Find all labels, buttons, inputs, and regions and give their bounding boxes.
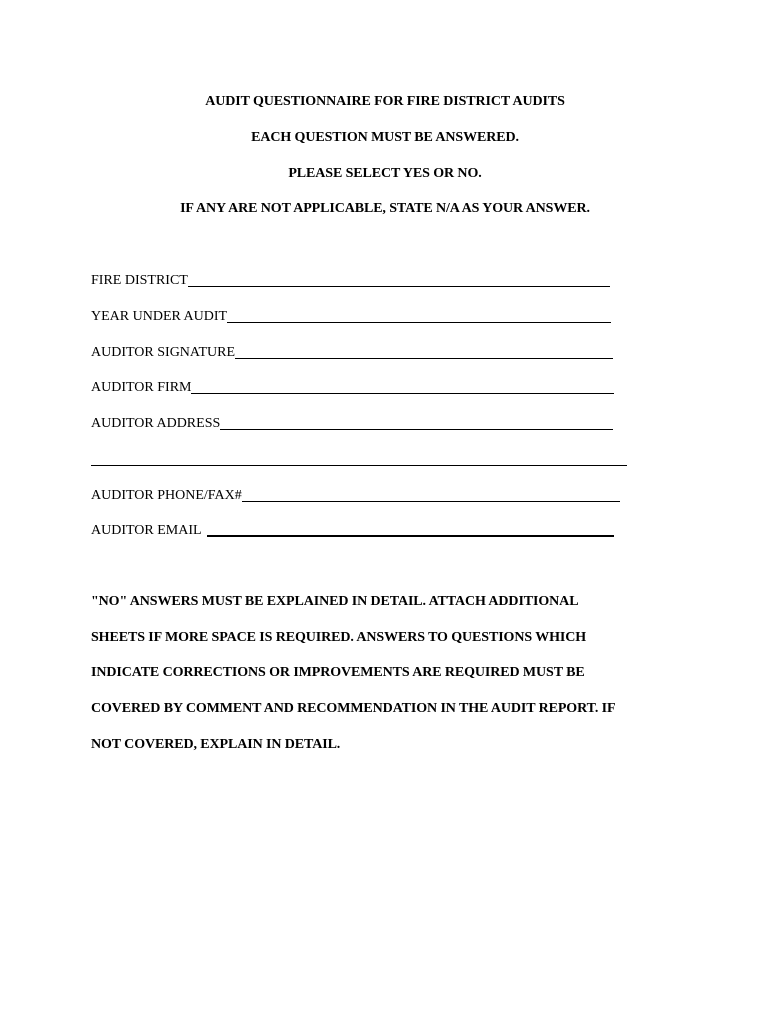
auditor-phone-fax-input-line[interactable] bbox=[242, 487, 620, 502]
auditor-firm-label: AUDITOR FIRM bbox=[91, 380, 192, 395]
auditor-firm-input-line[interactable] bbox=[191, 379, 614, 394]
auditor-address-label: AUDITOR ADDRESS bbox=[91, 416, 221, 431]
year-under-audit-field[interactable] bbox=[91, 306, 611, 326]
header-instruction-select: PLEASE SELECT YES OR NO. bbox=[288, 166, 482, 181]
instructions-line-5: NOT COVERED, EXPLAIN IN DETAIL. bbox=[91, 737, 341, 752]
auditor-email-label: AUDITOR EMAIL bbox=[91, 523, 202, 538]
instructions-line-4: COVERED BY COMMENT AND RECOMMENDATION IN THE AUDIT REPORT. IF bbox=[91, 701, 616, 716]
page-title: AUDIT QUESTIONNAIRE FOR FIRE DISTRICT AUDITS bbox=[205, 94, 565, 109]
auditor-address-input-line[interactable] bbox=[220, 415, 613, 430]
auditor-phone-fax-label: AUDITOR PHONE/FAX# bbox=[91, 488, 242, 503]
header-instruction-na: IF ANY ARE NOT APPLICABLE, STATE N/A AS YOUR ANSWER. bbox=[180, 201, 590, 216]
fire-district-label: FIRE DISTRICT bbox=[91, 273, 188, 288]
auditor-address-field[interactable] bbox=[91, 413, 613, 433]
auditor-signature-label: AUDITOR SIGNATURE bbox=[91, 345, 236, 360]
instructions-line-3: INDICATE CORRECTIONS OR IMPROVEMENTS ARE REQUIRED MUST BE bbox=[91, 665, 585, 680]
header-instruction-answer: EACH QUESTION MUST BE ANSWERED. bbox=[251, 130, 519, 145]
instructions-line-1: "NO" ANSWERS MUST BE EXPLAINED IN DETAIL. ATTACH ADDITIONAL bbox=[91, 594, 579, 609]
year-under-audit-label: YEAR UNDER AUDIT bbox=[91, 309, 228, 324]
auditor-address-continuation-line[interactable] bbox=[91, 465, 627, 466]
year-under-audit-input-line[interactable] bbox=[227, 308, 611, 323]
auditor-signature-field[interactable] bbox=[91, 342, 613, 362]
auditor-firm-field[interactable] bbox=[91, 377, 614, 397]
instructions-line-2: SHEETS IF MORE SPACE IS REQUIRED. ANSWERS TO QUESTIONS WHICH bbox=[91, 630, 587, 645]
fire-district-input-line[interactable] bbox=[188, 272, 610, 287]
auditor-phone-fax-field[interactable] bbox=[91, 485, 620, 505]
fire-district-field[interactable] bbox=[91, 270, 610, 290]
auditor-email-input-line[interactable] bbox=[207, 521, 614, 537]
auditor-signature-input-line[interactable] bbox=[235, 344, 613, 359]
auditor-email-field[interactable] bbox=[91, 520, 614, 540]
